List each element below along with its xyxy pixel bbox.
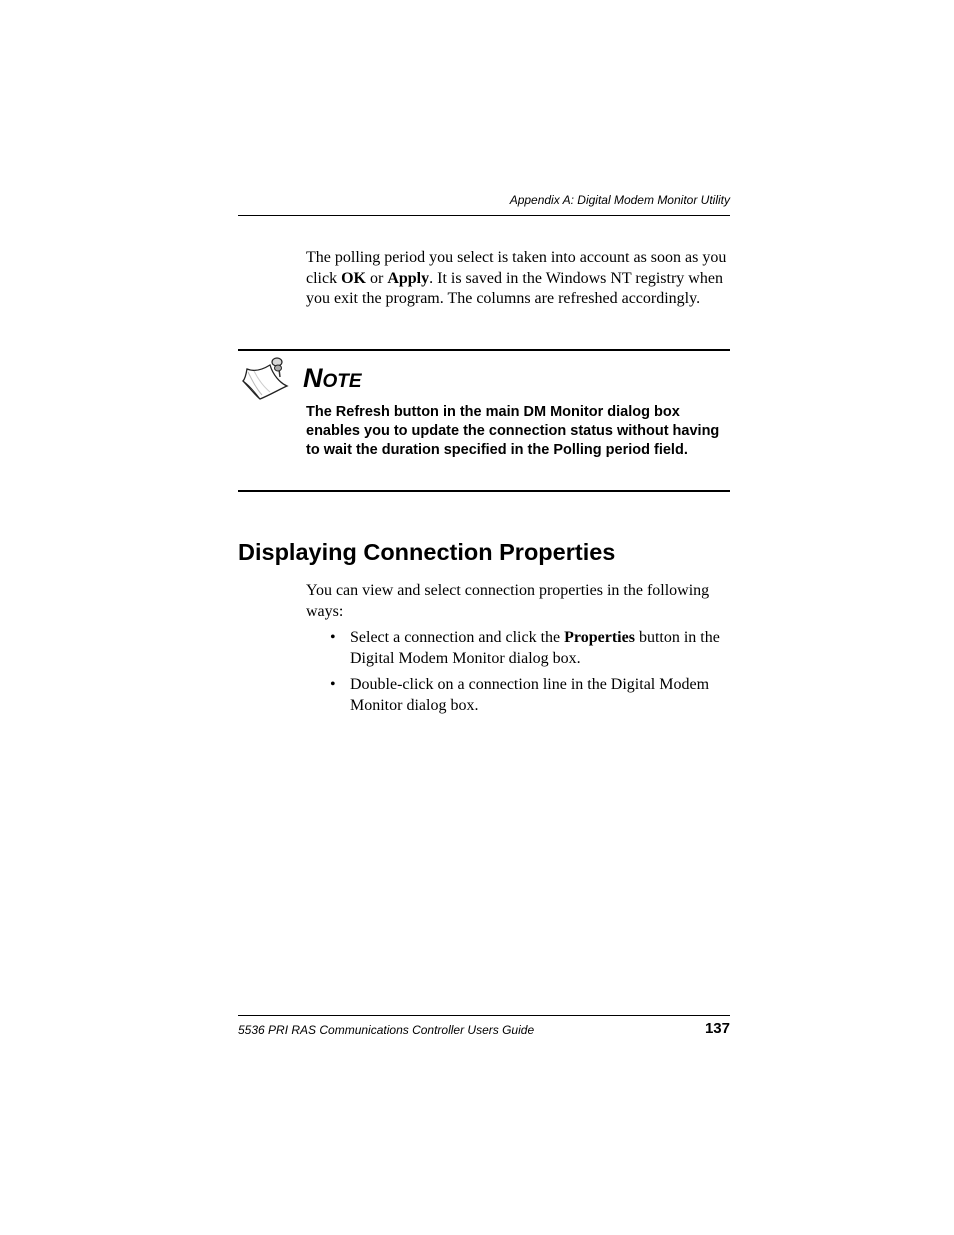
list-item [330, 628, 730, 669]
note-bottom-rule [238, 490, 730, 492]
polling-text-2: or [365, 269, 388, 287]
list-item [330, 675, 730, 716]
properties-term: Properties [564, 629, 635, 646]
section-intro: You can view and select connection properties in the following ways: [306, 582, 710, 620]
running-header: Appendix A: Digital Modem Monitor Utility [509, 193, 730, 207]
page-number: 137 [704, 1020, 730, 1037]
note-title-initial: N [303, 363, 323, 393]
polling-text-3: . It is saved in the Windows NT registry when you exit the program. The columns are refreshed accordingly. [306, 269, 723, 307]
note-text: The Refresh button in the main DM Monitor dialog box enables you to update the connection status without having to wait the duration specified in the Polling period field. [306, 404, 720, 458]
polling-paragraph [306, 248, 730, 310]
bullet-glyph: • [330, 676, 336, 693]
note-top-rule [238, 349, 730, 351]
note-title [303, 362, 362, 398]
note-title-rest: OTE [322, 371, 362, 392]
footer-rule [238, 1015, 730, 1016]
polling-text-1: The polling period you select is taken into account as soon as you click [306, 249, 727, 287]
bullet-list-1 [330, 628, 730, 669]
bullet-1-text-post: button in the Digital Modem Monitor dialog box. [350, 629, 720, 667]
note-paper-pin-icon [240, 355, 292, 401]
ok-term: OK [341, 269, 366, 287]
header-rule [238, 215, 730, 216]
bullet-glyph: • [330, 629, 336, 646]
section-heading: Displaying Connection Properties [238, 539, 616, 565]
apply-term: Apply [387, 269, 430, 287]
bullet-2-text: Double-click on a connection line in the Digital Modem Monitor dialog box. [350, 676, 710, 714]
footer-book-title: 5536 PRI RAS Communications Controller Users Guide [238, 1023, 535, 1037]
bullet-list-2 [330, 675, 730, 716]
bullet-1-text-pre: Select a connection and click the [350, 629, 565, 646]
